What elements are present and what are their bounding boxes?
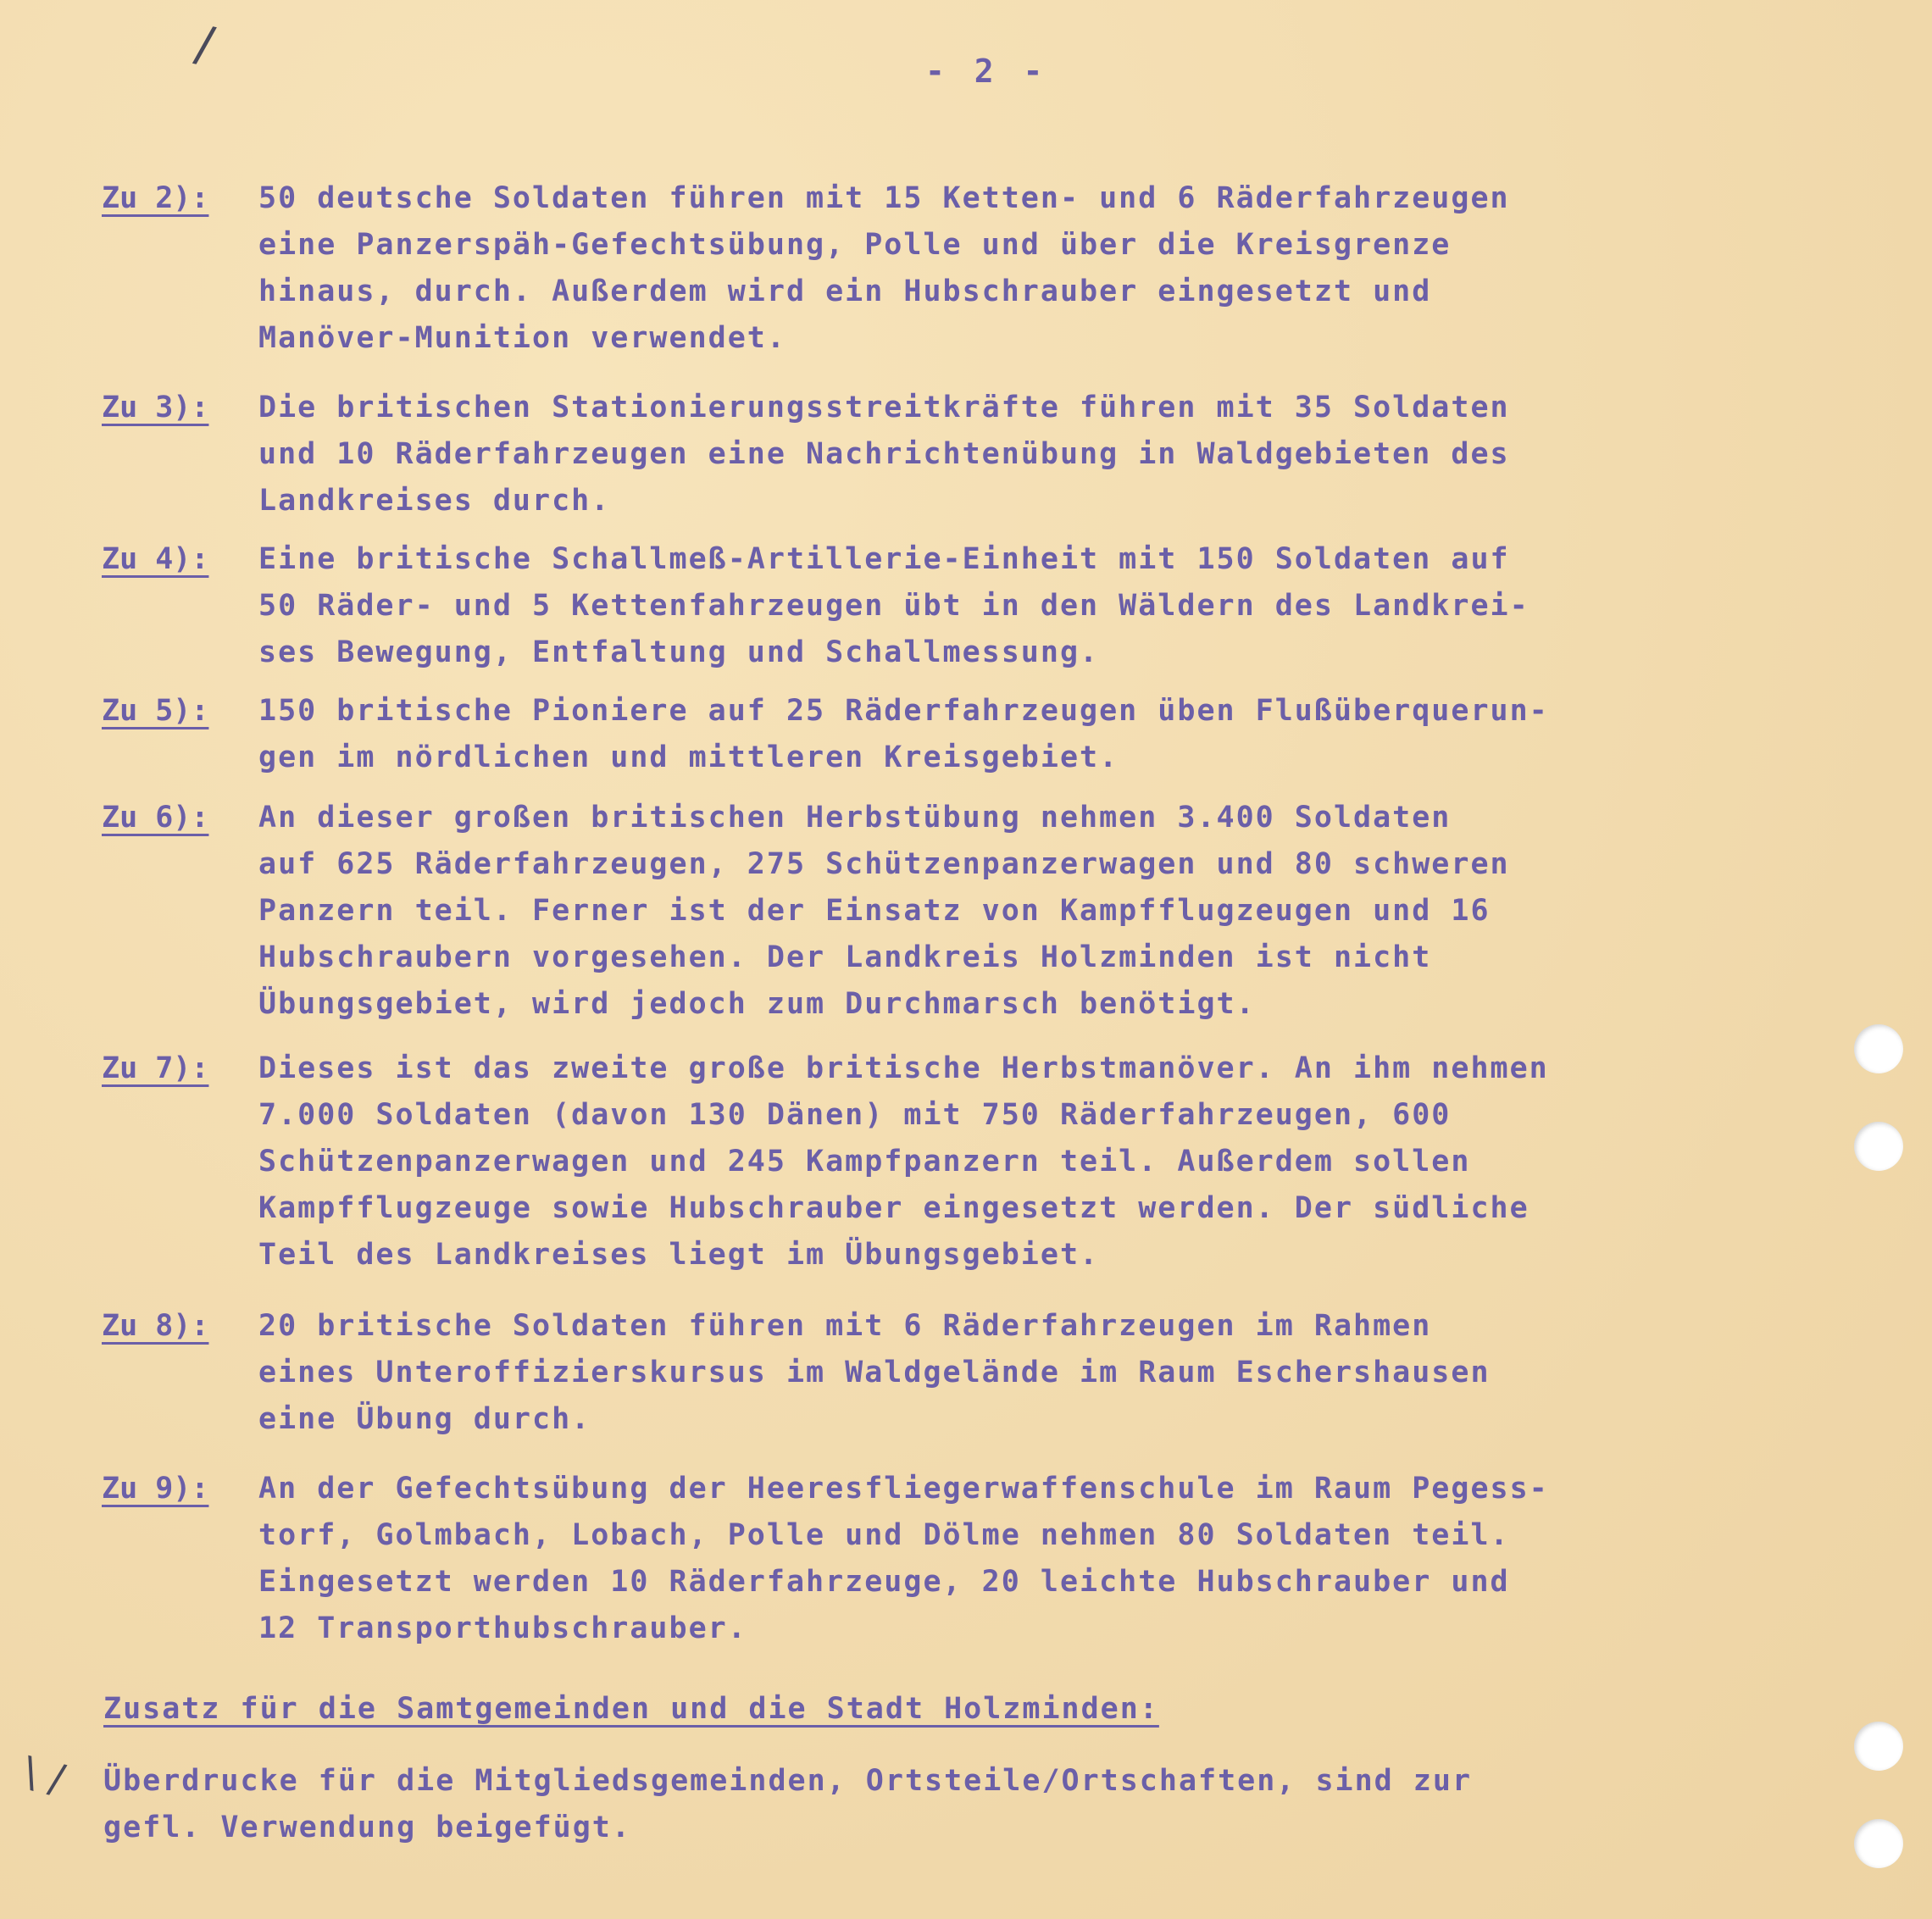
section-text: Die britischen Stationierungsstreitkräfte führen mit 35 Soldaten und 10 Räderfahrzeugen eine Nachrichtenübung in Waldgebieten des Landkreises durch. <box>258 391 1510 518</box>
punch-hole <box>1854 1722 1903 1771</box>
section-zu-4 <box>102 536 1805 676</box>
section-zu-6 <box>102 795 1805 1028</box>
section-label: Zu 6): <box>102 801 209 835</box>
section-zu-5 <box>102 688 1805 781</box>
zusatz-text: Überdrucke für die Mitgliedsgemeinden, Ortsteile/Ortschaften, sind zur gefl. Verwendung beigefügt. <box>103 1764 1473 1844</box>
section-text: 20 britische Soldaten führen mit 6 Räderfahrzeugen im Rahmen eines Unteroffizierskursus im Waldgelände im Raum Eschershausen eine Übung durch. <box>258 1309 1491 1436</box>
section-text: 150 britische Pioniere auf 25 Räderfahrzeugen üben Flußüberquerun- gen im nördlichen und mittleren Kreisgebiet. <box>258 694 1549 774</box>
section-label: Zu 2): <box>102 181 209 215</box>
section-zu-2 <box>102 175 1805 362</box>
section-zu-9 <box>102 1466 1805 1652</box>
section-label: Zu 3): <box>102 391 209 424</box>
section-label: Zu 7): <box>102 1051 209 1085</box>
punch-hole <box>1854 1819 1903 1868</box>
margin-slash-top: / <box>191 14 219 75</box>
margin-slash-bottom: \ / <box>18 1748 69 1804</box>
section-label: Zu 4): <box>102 542 209 576</box>
section-text: 50 deutsche Soldaten führen mit 15 Ketten- und 6 Räderfahrzeugen eine Panzerspäh-Gefechtsübung, Polle und über die Kreisgrenze hinaus, durch. Außerdem wird ein Hubschrauber eingesetzt und Manöver-Munition verwendet. <box>258 181 1510 355</box>
section-label: Zu 5): <box>102 694 209 728</box>
punch-hole <box>1854 1024 1903 1073</box>
section-text: Eine britische Schallmeß-Artillerie-Einheit mit 150 Soldaten auf 50 Räder- und 5 Kettenfahrzeugen übt in den Wäldern des Landkrei- ses Bewegung, Entfaltung und Schallmessung. <box>258 542 1530 669</box>
section-text: Dieses ist das zweite große britische Herbstmanöver. An ihm nehmen 7.000 Soldaten (davon 130 Dänen) mit 750 Räderfahrzeugen, 600 Schützenpanzerwagen und 245 Kampfpanzern teil. Außerdem sollen Kampfflugzeuge sowie Hubschrauber eingesetzt werden. Der südliche Teil des Landkreises liegt im Übungsgebiet. <box>258 1051 1549 1272</box>
page-number: - 2 - <box>925 53 1048 90</box>
section-zu-8 <box>102 1303 1805 1443</box>
section-zu-7 <box>102 1045 1805 1278</box>
section-label: Zu 9): <box>102 1472 209 1506</box>
section-zu-3 <box>102 385 1805 524</box>
section-text: An dieser großen britischen Herbstübung nehmen 3.400 Soldaten auf 625 Räderfahrzeugen, 275 Schützenpanzerwagen und 80 schweren Panzern teil. Ferner ist der Einsatz von Kampfflugzeugen und 16 Hubschraubern vorgesehen. Der Landkreis Holzminden ist nicht Übungsgebiet, wird jedoch zum Durchmarsch benötigt. <box>258 801 1510 1021</box>
punch-hole <box>1854 1122 1903 1171</box>
section-label: Zu 8): <box>102 1309 209 1343</box>
zusatz-heading: Zusatz für die Samtgemeinden und die Stadt Holzminden: <box>103 1692 1159 1726</box>
section-text: An der Gefechtsübung der Heeresfliegerwaffenschule im Raum Pegess- torf, Golmbach, Lobach, Polle und Dölme nehmen 80 Soldaten teil. Eingesetzt werden 10 Räderfahrzeuge, 20 leichte Hubschrauber und 12 Transporthubschrauber. <box>258 1472 1549 1645</box>
